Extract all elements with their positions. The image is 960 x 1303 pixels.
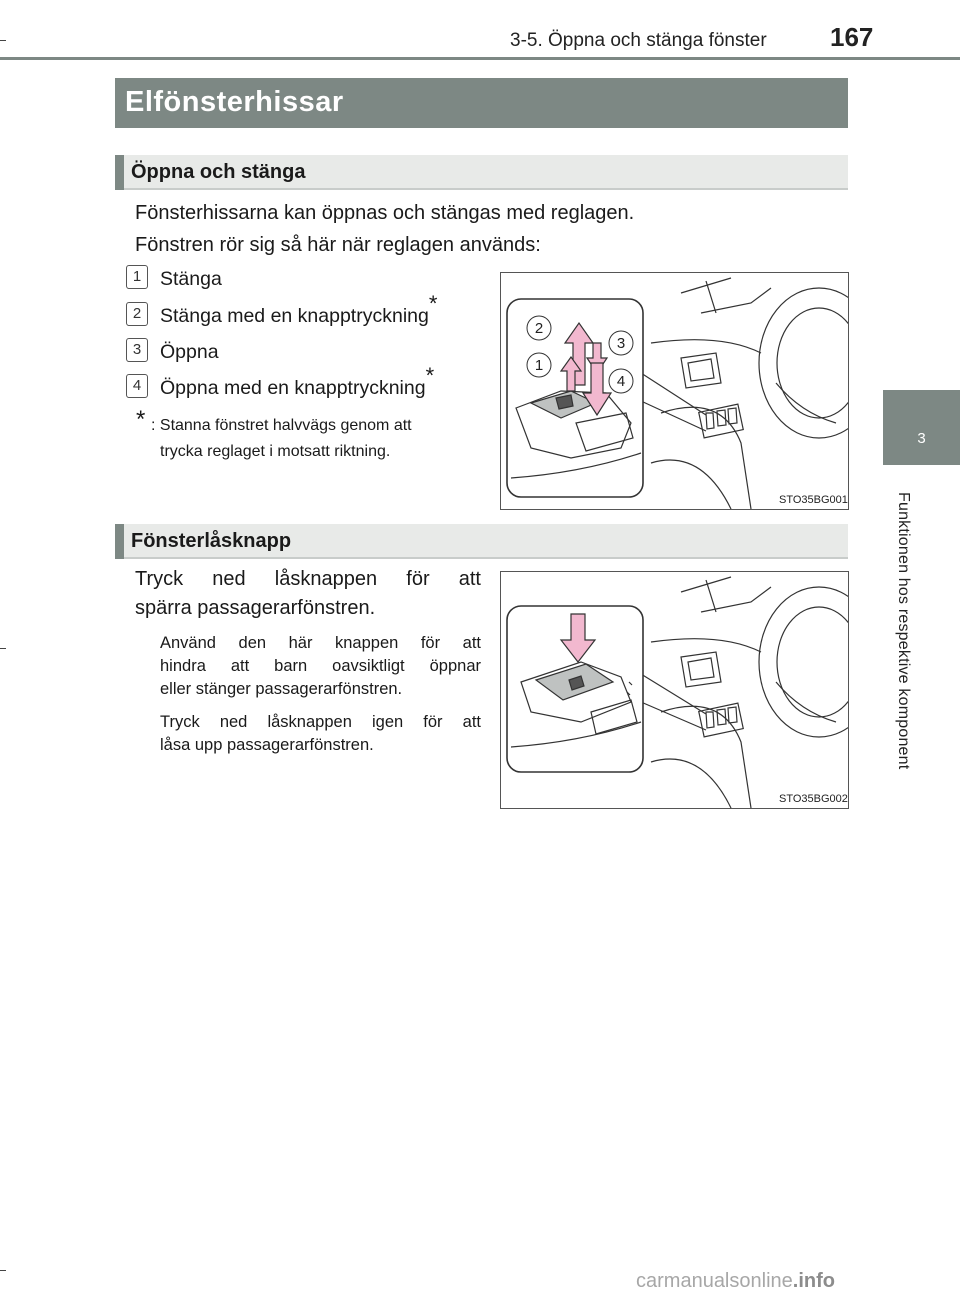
intro-line: Fönstren rör sig så här när reglagen används: — [135, 234, 541, 256]
section-heading-open-close — [115, 155, 848, 190]
body-text: Tryck ned låsknappen för att — [135, 568, 481, 590]
section-heading-text: Öppna och stänga — [131, 161, 306, 183]
note-text: låsa upp passagerarfönstren. — [160, 736, 374, 754]
intro-line: Fönsterhissarna kan öppnas och stängas med reglagen. — [135, 202, 635, 224]
heading-accent — [115, 524, 124, 559]
note-text: hindra att barn oavsiktligt öppnar — [160, 657, 481, 675]
footnote-text: trycka reglaget i motsatt riktning. — [160, 443, 391, 460]
window-switch-illustration — [500, 272, 849, 510]
page-title-bar — [115, 78, 848, 128]
crop-mark — [0, 648, 6, 649]
list-item — [160, 362, 435, 400]
callout-1: 1 — [534, 357, 544, 374]
callout-3: 3 — [616, 335, 626, 352]
page-number: 167 — [830, 22, 874, 52]
list-item-text: Öppna — [160, 341, 219, 363]
list-item-text: Stänga med en knapptryckning — [160, 305, 429, 327]
watermark — [636, 1270, 835, 1293]
note-text: Tryck ned låsknappen igen för att — [160, 713, 481, 731]
footnote-star: * — [425, 362, 435, 388]
callout-2: 2 — [534, 320, 544, 337]
item-number-badge: 3 — [126, 338, 148, 362]
list-item-text: Öppna med en knapptryckning — [160, 377, 426, 399]
footnote-mark: * — [136, 406, 146, 433]
window-lock-illustration — [500, 571, 849, 809]
note-text: eller stänger passagerarfönstren. — [160, 680, 403, 698]
item-number-badge: 4 — [126, 374, 148, 398]
list-item-text: Stänga — [160, 268, 222, 290]
callout-4: 4 — [616, 373, 626, 390]
body-text: spärra passagerarfönstren. — [135, 597, 376, 619]
heading-accent — [115, 155, 124, 190]
chapter-label: Funktionen hos respektive komponent — [895, 492, 912, 770]
list-item — [160, 290, 438, 328]
footnote-text: : Stanna fönstret halvvägs genom att — [151, 417, 412, 434]
crop-mark — [0, 40, 6, 41]
crop-mark — [0, 1270, 6, 1271]
list-item — [160, 341, 219, 364]
header-section-title: 3-5. Öppna och stänga fönster — [510, 30, 767, 51]
item-number-badge: 2 — [126, 302, 148, 326]
figure-code: STO35BG001 — [779, 494, 848, 506]
chapter-number: 3 — [917, 430, 926, 447]
section-heading-lock — [115, 524, 848, 559]
watermark-suffix: .info — [792, 1270, 835, 1292]
chapter-tab — [883, 390, 960, 465]
item-number-badge: 1 — [126, 265, 148, 289]
footnote-star: * — [428, 290, 438, 316]
watermark-prefix: carmanualsonline — [636, 1270, 793, 1292]
note-text: Använd den här knappen för att — [160, 634, 481, 652]
header-rule — [0, 57, 960, 60]
section-heading-text: Fönsterlåsknapp — [131, 530, 292, 552]
illustration-drawing — [501, 572, 848, 808]
illustration-drawing — [501, 273, 848, 509]
list-item — [160, 268, 222, 291]
page-title: Elfönsterhissar — [125, 86, 344, 118]
figure-code: STO35BG002 — [779, 793, 848, 805]
